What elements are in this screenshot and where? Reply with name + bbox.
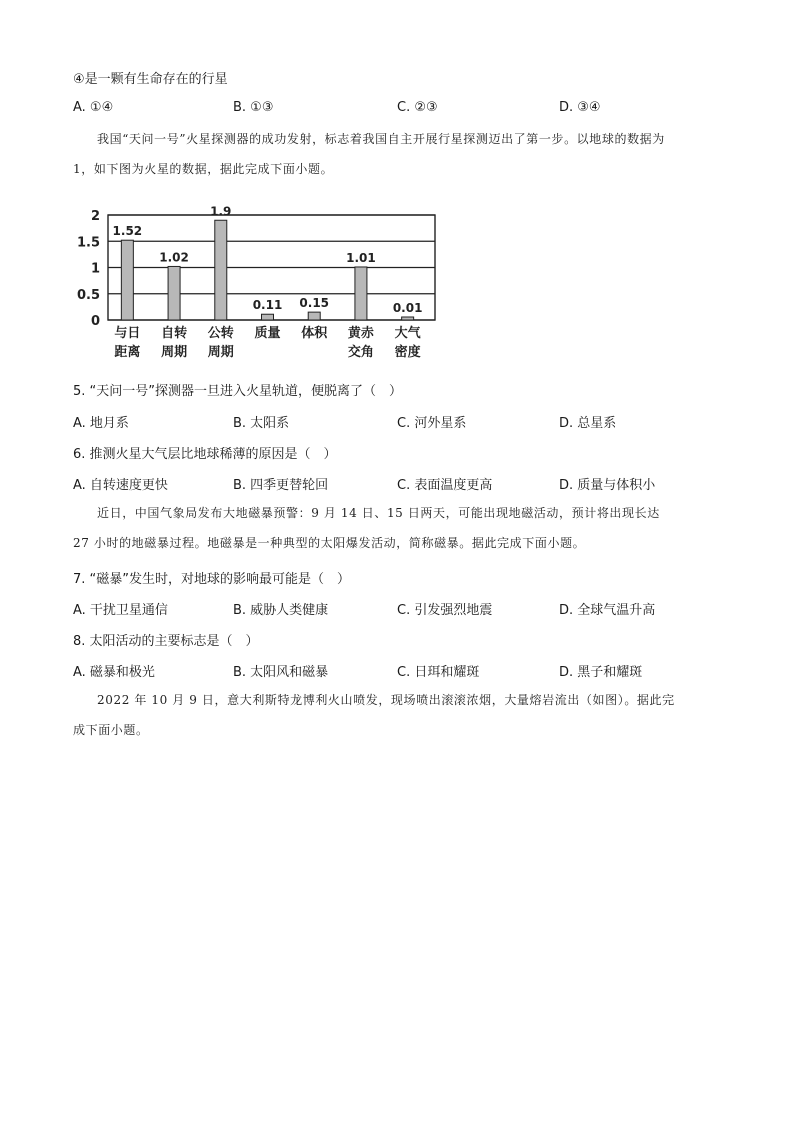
passage-mars-line-2: 1，如下图为火星的数据，据此完成下面小题。 [73, 162, 334, 176]
y-tick-label-0: 0 [90, 314, 100, 329]
category-label-0-line1: 与日 [114, 326, 141, 341]
q5-option-b: B. 太阳系 [233, 416, 290, 431]
q4-option-b: B. ①③ [233, 100, 274, 115]
q4-option-d: D. ③④ [559, 100, 601, 115]
question-6-stem: 6. 推测火星大气层比地球稀薄的原因是（ ） [73, 447, 337, 462]
q8-option-d: D. 黑子和耀斑 [559, 665, 643, 680]
bar-5 [355, 267, 367, 320]
bar-3 [262, 314, 274, 320]
passage-storm-line-2: 27 小时的地磁暴过程。地磁暴是一种典型的太阳爆发活动，简称磁暴。据此完成下面小题。 [73, 536, 586, 550]
q7-option-c: C. 引发强烈地震 [397, 603, 493, 618]
passage-volcano-line-1: 2022 年 10 月 9 日，意大利斯特龙博利火山喷发，现场喷出滚滚浓烟，大量熔岩流出（如图）。据此完 [97, 693, 675, 707]
bar-2 [215, 220, 227, 320]
category-label-1-line2: 周期 [161, 345, 188, 360]
q6-option-a: A. 自转速度更快 [73, 478, 168, 493]
q4-option-a: A. ①④ [73, 100, 114, 115]
category-label-2-line1: 公转 [207, 326, 234, 341]
q6-option-d: D. 质量与体积小 [559, 478, 656, 493]
q7-option-d: D. 全球气温升高 [559, 603, 656, 618]
y-tick-label-3: 1.5 [76, 235, 100, 251]
question-8-stem: 8. 太阳活动的主要标志是（ ） [73, 634, 259, 649]
passage-mars-line-1: 我国“天问一号”火星探测器的成功发射，标志着我国自主开展行星探测迈出了第一步。以地球的数据为 [97, 132, 665, 146]
category-label-6-line2: 密度 [394, 345, 421, 360]
q5-option-d: D. 总星系 [559, 416, 617, 431]
category-label-2-line2: 周期 [207, 345, 234, 360]
data-label-5: 1.01 [346, 250, 376, 265]
passage-geomagnetic-storm [73, 498, 723, 558]
data-label-0: 1.52 [112, 224, 143, 239]
category-label-4-line1: 体积 [301, 326, 328, 341]
passage-volcano-line-2: 成下面小题。 [73, 723, 149, 737]
q5-option-a: A. 地月系 [73, 416, 129, 431]
passage-storm-line-1: 近日，中国气象局发布大地磁暴预警：9 月 14 日、15 日两天，可能出现地磁活动，预计将出现长达 [97, 506, 660, 520]
q8-option-b: B. 太阳风和磁暴 [233, 665, 329, 680]
q8-option-c: C. 日珥和耀斑 [397, 665, 480, 680]
q6-option-c: C. 表面温度更高 [397, 478, 493, 493]
q8-option-a: A. 磁暴和极光 [73, 665, 155, 680]
y-tick-label-1: 0.5 [76, 287, 100, 303]
q6-option-b: B. 四季更替轮回 [233, 478, 329, 493]
category-label-0-line2: 距离 [114, 345, 141, 360]
category-label-1-line1: 自转 [161, 326, 188, 341]
category-label-3-line1: 质量 [254, 326, 281, 341]
passage-mars-probe [73, 124, 723, 184]
data-label-3: 0.11 [252, 298, 283, 313]
passage-volcano [73, 685, 723, 745]
data-label-6: 0.01 [392, 301, 423, 315]
category-label-5-line2: 交角 [347, 345, 374, 360]
category-label-6-line1: 大气 [394, 326, 421, 341]
question-5-stem: 5. “天问一号”探测器一旦进入火星轨道，便脱离了（ ） [73, 384, 403, 399]
data-label-1: 1.02 [159, 250, 189, 265]
bar-0 [121, 240, 133, 320]
question-4-stem-tail: ④是一颗有生命存在的行星 [73, 72, 228, 87]
mars-data-bar-chart [70, 198, 450, 363]
data-label-4: 0.15 [299, 296, 330, 311]
q7-option-a: A. 干扰卫星通信 [73, 603, 168, 618]
bar-6 [402, 317, 414, 320]
question-7-stem: 7. “磁暴”发生时，对地球的影响最可能是（ ） [73, 572, 351, 587]
q7-option-b: B. 威胁人类健康 [233, 603, 329, 618]
q4-option-c: C. ②③ [397, 100, 438, 115]
y-tick-label-4: 2 [90, 209, 100, 224]
q5-option-c: C. 河外星系 [397, 416, 467, 431]
bar-4 [308, 312, 320, 320]
category-label-5-line1: 黄赤 [347, 326, 374, 341]
data-label-2: 1.9 [210, 204, 232, 219]
bar-1 [168, 266, 180, 320]
y-tick-label-2: 1 [90, 261, 100, 277]
